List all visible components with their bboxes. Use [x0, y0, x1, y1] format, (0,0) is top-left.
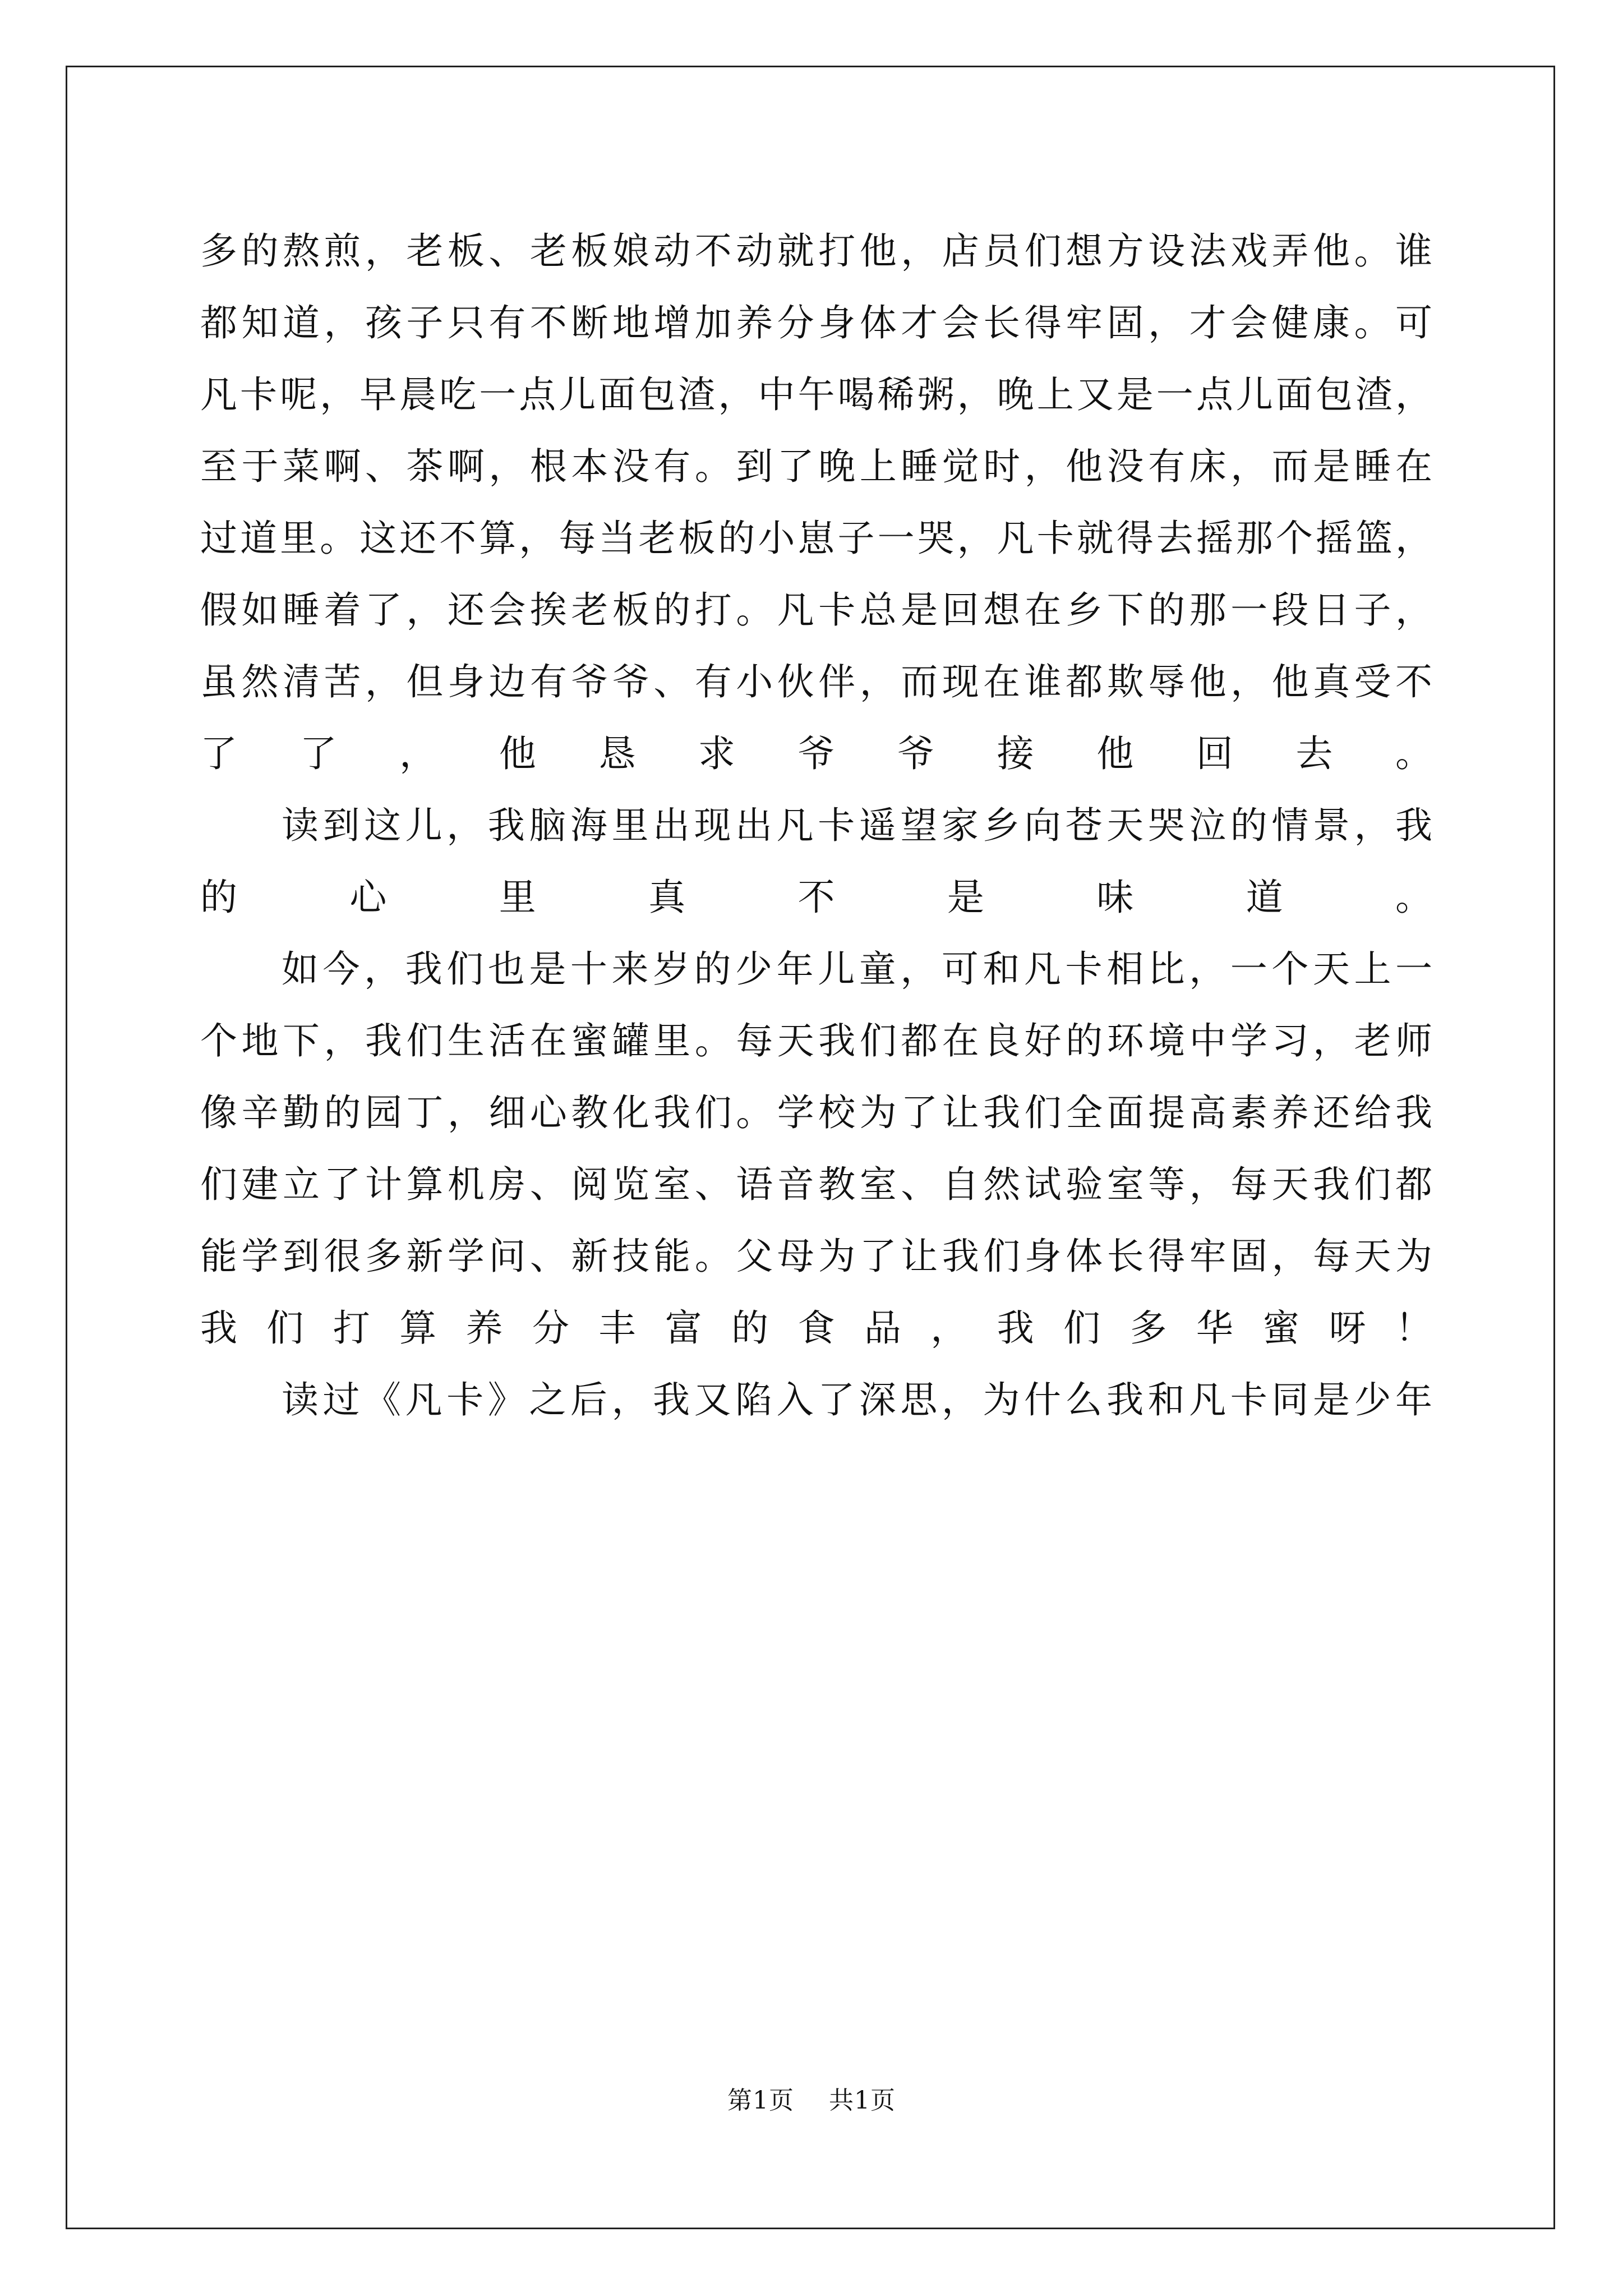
text-line: 都知道，孩子只有不断地增加养分身体才会长得牢固，才会健康。可	[200, 301, 1434, 344]
text-line: 像辛勤的园丁，细心教化我们。学校为了让我们全面提高素养还给我	[200, 1091, 1434, 1134]
document-body	[200, 215, 1434, 1436]
text-line: 们建立了计算机房、阅览室、语音教室、自然试验室等，每天我们都	[200, 1163, 1434, 1206]
text-line: 虽然清苦，但身边有爷爷、有小伙伴，而现在谁都欺辱他，他真受不	[200, 660, 1434, 703]
text-line: 多的熬煎，老板、老板娘动不动就打他，店员们想方设法戏弄他。谁	[200, 229, 1434, 273]
text-line: 的心里真不是味道。	[200, 876, 1434, 919]
text-line: 过道里。这还不算，每当老板的小崽子一哭，凡卡就得去摇那个摇篮，	[200, 517, 1434, 560]
text-line: 假如睡着了，还会挨老板的打。凡卡总是回想在乡下的那一段日子，	[200, 588, 1434, 632]
text-line: 能学到很多新学问、新技能。父母为了让我们身体长得牢固，每天为	[200, 1235, 1434, 1278]
text-line: 我们打算养分丰富的食品，我们多华蜜呀！	[200, 1306, 1434, 1350]
text-line: 至于菜啊、茶啊，根本没有。到了晚上睡觉时，他没有床，而是睡在	[200, 445, 1434, 488]
text-line: 凡卡呢，早晨吃一点儿面包渣，中午喝稀粥，晚上又是一点儿面包渣，	[200, 373, 1434, 416]
text-line: 个地下，我们生活在蜜罐里。每天我们都在良好的环境中学习，老师	[200, 1019, 1434, 1062]
page-footer	[0, 2080, 1623, 2116]
text-line: 了了，他恳求爷爷接他回去。	[200, 732, 1434, 775]
page-number: 第1页	[727, 2086, 794, 2115]
text-line: 读过《凡卡》之后，我又陷入了深思，为什么我和凡卡同是少年	[282, 1378, 1434, 1421]
text-line: 读到这儿，我脑海里出现出凡卡遥望家乡向苍天哭泣的情景，我	[282, 804, 1434, 847]
text-line: 如今，我们也是十来岁的少年儿童，可和凡卡相比，一个天上一	[282, 947, 1434, 991]
page-total: 共1页	[829, 2086, 896, 2115]
